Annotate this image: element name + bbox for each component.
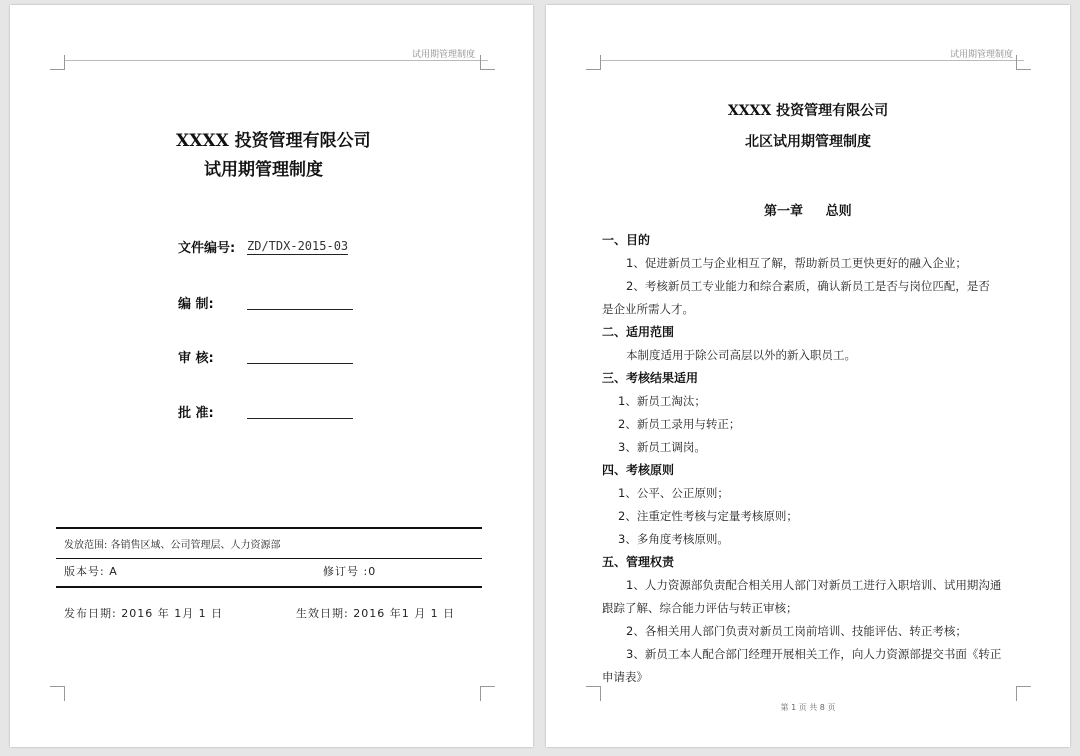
- document-title: 试用期管理制度: [204, 160, 323, 180]
- section-heading-responsibilities: 五、管理权责: [602, 555, 675, 569]
- meta-top-rule: [56, 527, 482, 529]
- paragraph: 跟踪了解、综合能力评估与转正审核；: [602, 601, 798, 615]
- document-title: 北区试用期管理制度: [745, 134, 871, 150]
- section-heading-scope: 二、适用范围: [602, 325, 675, 339]
- doc-number-label: 文件编号:: [178, 241, 236, 256]
- meta-mid-rule: [56, 558, 482, 559]
- paragraph: 是企业所需人才。: [602, 302, 694, 316]
- issue-date: 发布日期: 2016 年 1月 1 日: [64, 607, 224, 620]
- chapter-heading: 第一章 总则: [764, 204, 852, 219]
- version-number: 版本号: A: [64, 565, 118, 578]
- section-heading-purpose: 一、目的: [602, 233, 651, 247]
- crop-mark-bottom-right: [1016, 686, 1031, 701]
- paragraph: 1、人力资源部负责配合相关用人部门对新员工进行入职培训、试用期沟通: [626, 578, 1002, 592]
- list-item: 2、新员工录用与转正；: [618, 417, 741, 431]
- running-header: 试用期管理制度: [950, 50, 1014, 60]
- section-heading-results: 三、考核结果适用: [602, 371, 699, 385]
- header-rule: [64, 60, 488, 61]
- reviewer-signature-line: [247, 363, 353, 364]
- company-name: XXXX 投资管理有限公司: [176, 131, 371, 151]
- header-rule: [600, 60, 1024, 61]
- crop-mark-bottom-left: [50, 686, 65, 701]
- document-page-content: [546, 5, 1070, 747]
- doc-number-value: ZD/TDX-2015-03: [247, 239, 349, 253]
- crop-mark-top-left: [50, 55, 65, 70]
- crop-mark-top-right: [1016, 55, 1031, 70]
- revision-number: 修订号 :0: [323, 565, 377, 578]
- reviewer-label: 审 核:: [178, 351, 214, 366]
- editor-signature-line: [247, 309, 353, 310]
- crop-mark-bottom-left: [586, 686, 601, 701]
- meta-bottom-rule: [56, 586, 482, 588]
- list-item: 1、公平、公正原则；: [618, 486, 729, 500]
- approver-signature-line: [247, 418, 353, 419]
- crop-mark-top-right: [480, 55, 495, 70]
- approver-label: 批 准:: [178, 406, 214, 421]
- effective-date: 生效日期: 2016 年1 月 1 日: [296, 607, 456, 620]
- list-item: 2、注重定性考核与定量考核原则；: [618, 509, 798, 523]
- paragraph: 3、新员工本人配合部门经理开展相关工作，向人力资源部提交书面《转正: [626, 647, 1002, 661]
- paragraph: 2、考核新员工专业能力和综合素质，确认新员工是否与岗位匹配，是否: [626, 279, 990, 293]
- distribution-scope: 发放范围: 各销售区域、公司管理层、人力资源部: [64, 540, 281, 551]
- paragraph: 申请表》: [602, 670, 648, 684]
- company-name: XXXX 投资管理有限公司: [727, 103, 889, 119]
- crop-mark-top-left: [586, 55, 601, 70]
- editor-label: 编 制:: [178, 297, 214, 312]
- paragraph: 1、促进新员工与企业相互了解，帮助新员工更快更好的融入企业；: [626, 256, 967, 270]
- list-item: 1、新员工淘汰；: [618, 394, 706, 408]
- running-header: 试用期管理制度: [412, 50, 476, 60]
- paragraph: 本制度适用于除公司高层以外的新入职员工。: [626, 348, 856, 362]
- crop-mark-bottom-right: [480, 686, 495, 701]
- section-heading-principles: 四、考核原则: [602, 463, 675, 477]
- list-item: 3、多角度考核原则。: [618, 532, 729, 546]
- paragraph: 2、各相关用人部门负责对新员工岗前培训、技能评估、转正考核；: [626, 624, 967, 638]
- document-page-cover: [10, 5, 533, 747]
- list-item: 3、新员工调岗。: [618, 440, 706, 454]
- page-number-footer: 第 1 页 共 8 页: [780, 703, 836, 712]
